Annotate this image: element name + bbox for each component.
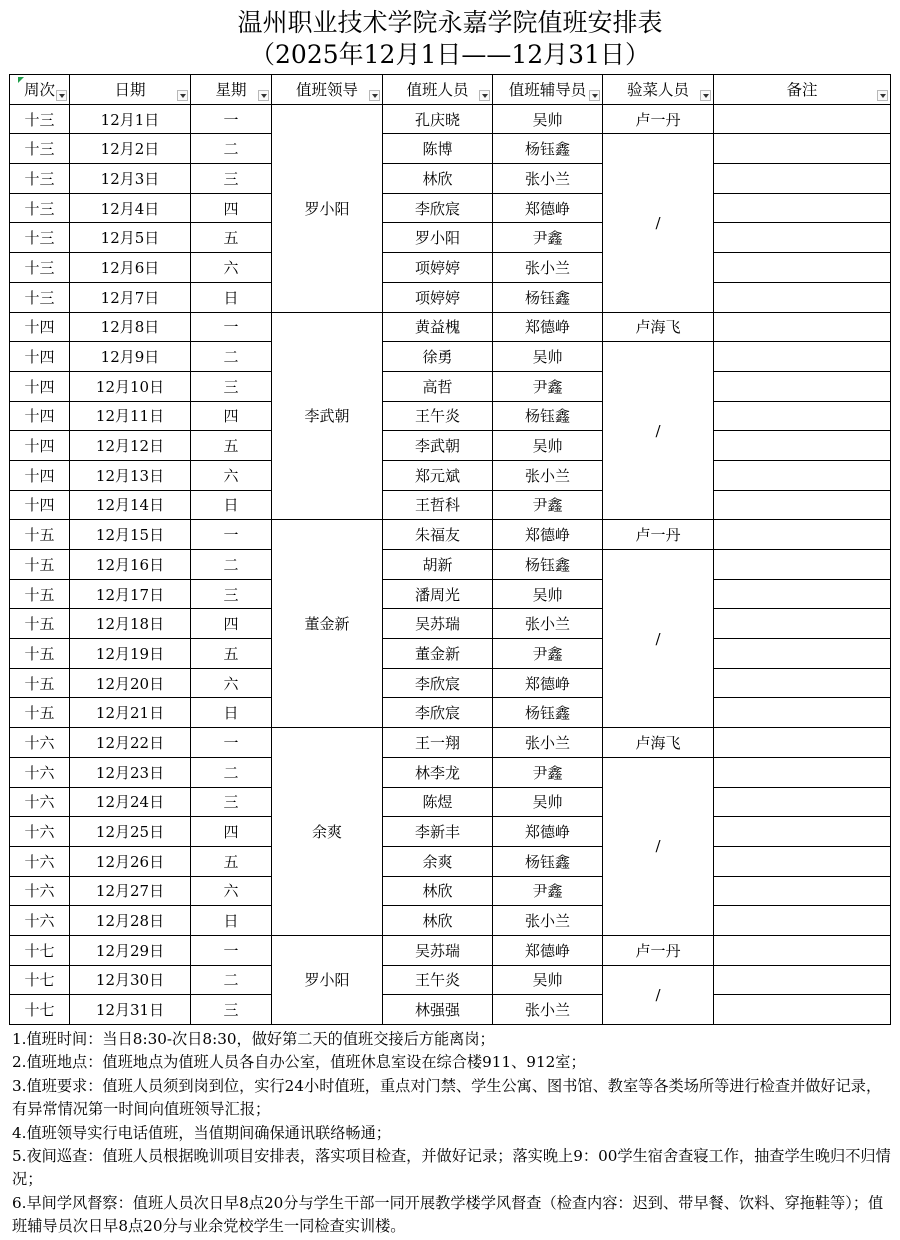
counselor-cell: 杨钰鑫 — [493, 550, 603, 580]
week-cell: 十三 — [10, 282, 70, 312]
staff-cell: 徐勇 — [383, 342, 493, 372]
week-cell: 十六 — [10, 906, 70, 936]
week-cell: 十七 — [10, 935, 70, 965]
date-cell: 12月28日 — [70, 906, 191, 936]
staff-cell: 林李龙 — [383, 757, 493, 787]
header-inspector: 验菜人员 — [603, 75, 714, 105]
inspector-merged-cell: / — [603, 342, 714, 520]
remarks-cell — [714, 282, 891, 312]
table-row — [10, 134, 891, 164]
counselor-cell: 杨钰鑫 — [493, 282, 603, 312]
week-cell: 十六 — [10, 728, 70, 758]
date-cell: 12月26日 — [70, 846, 191, 876]
table-row — [10, 193, 891, 223]
date-cell: 12月6日 — [70, 253, 191, 283]
page-title: 温州职业技术学院永嘉学院值班安排表 — [237, 8, 663, 37]
staff-cell: 陈博 — [383, 134, 493, 164]
weekday-cell: 二 — [191, 965, 272, 995]
week-cell: 十六 — [10, 846, 70, 876]
remarks-cell — [714, 935, 891, 965]
weekday-cell: 三 — [191, 371, 272, 401]
weekday-cell: 二 — [191, 757, 272, 787]
weekday-cell: 日 — [191, 906, 272, 936]
counselor-cell: 张小兰 — [493, 253, 603, 283]
date-cell: 12月29日 — [70, 935, 191, 965]
remarks-cell — [714, 460, 891, 490]
date-cell: 12月12日 — [70, 431, 191, 461]
date-cell: 12月22日 — [70, 728, 191, 758]
schedule-table — [9, 74, 891, 1025]
filter-dropdown-icon[interactable] — [56, 90, 67, 101]
staff-cell: 王午炎 — [383, 401, 493, 431]
table-row — [10, 728, 891, 758]
staff-cell: 李欣宸 — [383, 193, 493, 223]
date-cell: 12月21日 — [70, 698, 191, 728]
filter-dropdown-icon[interactable] — [589, 90, 600, 101]
table-row — [10, 757, 891, 787]
date-cell: 12月18日 — [70, 609, 191, 639]
remarks-cell — [714, 134, 891, 164]
counselor-cell: 尹鑫 — [493, 876, 603, 906]
staff-cell: 林强强 — [383, 995, 493, 1025]
staff-cell: 项婷婷 — [383, 282, 493, 312]
staff-cell: 林欣 — [383, 876, 493, 906]
leader-cell: 李武朝 — [272, 312, 383, 520]
staff-cell: 吴苏瑞 — [383, 609, 493, 639]
staff-cell: 李武朝 — [383, 431, 493, 461]
weekday-cell: 二 — [191, 342, 272, 372]
table-row — [10, 609, 891, 639]
remarks-cell — [714, 609, 891, 639]
staff-cell: 高哲 — [383, 371, 493, 401]
week-cell: 十五 — [10, 520, 70, 550]
page-subtitle: （2025年12月1日——12月31日） — [250, 40, 650, 69]
remarks-cell — [714, 520, 891, 550]
week-cell: 十四 — [10, 371, 70, 401]
table-row — [10, 164, 891, 194]
date-cell: 12月19日 — [70, 639, 191, 669]
date-cell: 12月7日 — [70, 282, 191, 312]
week-cell: 十四 — [10, 401, 70, 431]
filter-dropdown-icon[interactable] — [479, 90, 490, 101]
date-cell: 12月1日 — [70, 104, 191, 134]
weekday-cell: 日 — [191, 698, 272, 728]
date-cell: 12月9日 — [70, 342, 191, 372]
counselor-cell: 杨钰鑫 — [493, 698, 603, 728]
counselor-cell: 郑德峥 — [493, 193, 603, 223]
counselor-cell: 张小兰 — [493, 995, 603, 1025]
staff-cell: 罗小阳 — [383, 223, 493, 253]
header-remarks: 备注 — [714, 75, 891, 105]
table-row — [10, 550, 891, 580]
remarks-cell — [714, 193, 891, 223]
staff-cell: 潘周光 — [383, 579, 493, 609]
remarks-cell — [714, 550, 891, 580]
week-cell: 十三 — [10, 134, 70, 164]
week-cell: 十三 — [10, 104, 70, 134]
weekday-cell: 日 — [191, 282, 272, 312]
remarks-cell — [714, 401, 891, 431]
date-cell: 12月30日 — [70, 965, 191, 995]
weekday-cell: 四 — [191, 609, 272, 639]
table-row — [10, 876, 891, 906]
remarks-cell — [714, 164, 891, 194]
weekday-cell: 二 — [191, 134, 272, 164]
inspector-cell: 卢海飞 — [603, 312, 714, 342]
table-row — [10, 906, 891, 936]
counselor-cell: 吴帅 — [493, 342, 603, 372]
counselor-cell: 尹鑫 — [493, 371, 603, 401]
counselor-cell: 尹鑫 — [493, 757, 603, 787]
counselor-cell: 郑德峥 — [493, 668, 603, 698]
table-row — [10, 223, 891, 253]
remarks-cell — [714, 312, 891, 342]
table-row — [10, 639, 891, 669]
header-row — [10, 75, 891, 105]
table-row — [10, 787, 891, 817]
counselor-cell: 郑德峥 — [493, 935, 603, 965]
inspector-merged-cell: / — [603, 757, 714, 935]
week-cell: 十六 — [10, 817, 70, 847]
note-item: 3.值班要求：值班人员须到岗到位，实行24小时值班，重点对门禁、学生公寓、图书馆、教室等各类场所等进行检查并做好记录，有异常情况第一时间向值班领导汇报； — [12, 1076, 882, 1119]
date-cell: 12月13日 — [70, 460, 191, 490]
date-cell: 12月14日 — [70, 490, 191, 520]
weekday-cell: 三 — [191, 579, 272, 609]
weekday-cell: 六 — [191, 876, 272, 906]
staff-cell: 王哲科 — [383, 490, 493, 520]
date-cell: 12月10日 — [70, 371, 191, 401]
counselor-cell: 吴帅 — [493, 787, 603, 817]
staff-cell: 董金新 — [383, 639, 493, 669]
remarks-cell — [714, 104, 891, 134]
note-item: 4.值班领导实行电话值班，当值期间确保通讯联络畅通； — [12, 1123, 391, 1142]
cell-comment-marker — [18, 77, 24, 83]
date-cell: 12月17日 — [70, 579, 191, 609]
weekday-cell: 三 — [191, 995, 272, 1025]
week-cell: 十五 — [10, 579, 70, 609]
week-cell: 十四 — [10, 490, 70, 520]
counselor-cell: 郑德峥 — [493, 312, 603, 342]
remarks-cell — [714, 995, 891, 1025]
counselor-cell: 尹鑫 — [493, 223, 603, 253]
weekday-cell: 一 — [191, 728, 272, 758]
remarks-cell — [714, 579, 891, 609]
weekday-cell: 四 — [191, 193, 272, 223]
table-row — [10, 253, 891, 283]
staff-cell: 余爽 — [383, 846, 493, 876]
counselor-cell: 吴帅 — [493, 104, 603, 134]
week-cell: 十三 — [10, 164, 70, 194]
week-cell: 十四 — [10, 312, 70, 342]
filter-dropdown-icon[interactable] — [369, 90, 380, 101]
staff-cell: 朱福友 — [383, 520, 493, 550]
header-week: 周次 — [10, 75, 70, 105]
table-row — [10, 935, 891, 965]
remarks-cell — [714, 639, 891, 669]
counselor-cell: 杨钰鑫 — [493, 401, 603, 431]
table-row — [10, 342, 891, 372]
week-cell: 十六 — [10, 876, 70, 906]
table-row — [10, 104, 891, 134]
table-row — [10, 282, 891, 312]
note-item: 1.值班时间：当日8:30-次日8:30，做好第二天的值班交接后方能离岗； — [12, 1030, 495, 1048]
date-cell: 12月2日 — [70, 134, 191, 164]
table-row — [10, 579, 891, 609]
date-cell: 12月31日 — [70, 995, 191, 1025]
table-row — [10, 431, 891, 461]
remarks-cell — [714, 371, 891, 401]
table-row — [10, 698, 891, 728]
date-cell: 12月5日 — [70, 223, 191, 253]
week-cell: 十四 — [10, 460, 70, 490]
counselor-cell: 张小兰 — [493, 906, 603, 936]
table-row — [10, 965, 891, 995]
inspector-cell: 卢海飞 — [603, 728, 714, 758]
counselor-cell: 张小兰 — [493, 164, 603, 194]
weekday-cell: 一 — [191, 935, 272, 965]
note-item: 2.值班地点：值班地点为值班人员各自办公室，值班休息室设在综合楼911、912室； — [12, 1053, 586, 1072]
table-row — [10, 371, 891, 401]
staff-cell: 项婷婷 — [383, 253, 493, 283]
week-cell: 十六 — [10, 757, 70, 787]
leader-cell: 董金新 — [272, 520, 383, 728]
counselor-cell: 杨钰鑫 — [493, 846, 603, 876]
week-cell: 十五 — [10, 698, 70, 728]
date-cell: 12月27日 — [70, 876, 191, 906]
remarks-cell — [714, 431, 891, 461]
staff-cell: 王一翔 — [383, 728, 493, 758]
table-row — [10, 995, 891, 1025]
staff-cell: 王午炎 — [383, 965, 493, 995]
counselor-cell: 郑德峥 — [493, 520, 603, 550]
filter-dropdown-icon[interactable] — [877, 90, 888, 101]
week-cell: 十五 — [10, 609, 70, 639]
table-row — [10, 312, 891, 342]
date-cell: 12月15日 — [70, 520, 191, 550]
weekday-cell: 五 — [191, 431, 272, 461]
remarks-cell — [714, 342, 891, 372]
week-cell: 十三 — [10, 223, 70, 253]
table-row — [10, 401, 891, 431]
weekday-cell: 五 — [191, 639, 272, 669]
leader-cell: 罗小阳 — [272, 104, 383, 312]
remarks-cell — [714, 817, 891, 847]
remarks-cell — [714, 846, 891, 876]
inspector-cell: 卢一丹 — [603, 104, 714, 134]
weekday-cell: 日 — [191, 490, 272, 520]
header-leader: 值班领导 — [272, 75, 383, 105]
inspector-cell: 卢一丹 — [603, 520, 714, 550]
inspector-merged-cell: / — [603, 965, 714, 1024]
staff-cell: 李欣宸 — [383, 698, 493, 728]
staff-cell: 郑元斌 — [383, 460, 493, 490]
remarks-cell — [714, 668, 891, 698]
inspector-merged-cell: / — [603, 550, 714, 728]
counselor-cell: 尹鑫 — [493, 639, 603, 669]
counselor-cell: 张小兰 — [493, 609, 603, 639]
weekday-cell: 三 — [191, 164, 272, 194]
remarks-cell — [714, 253, 891, 283]
staff-cell: 陈煜 — [383, 787, 493, 817]
inspector-merged-cell: / — [603, 134, 714, 312]
leader-cell: 罗小阳 — [272, 935, 383, 1024]
note-item: 6.早间学风督察：值班人员次日早8点20分与学生干部一同开展教学楼学风督查（检查内容：迟到、带早餐、饮料、穿拖鞋等）；值班辅导员次日早8点20分与业余党校学生一同检查实训楼。 — [12, 1193, 884, 1236]
leader-cell: 余爽 — [272, 728, 383, 936]
week-cell: 十七 — [10, 995, 70, 1025]
weekday-cell: 二 — [191, 550, 272, 580]
inspector-cell: 卢一丹 — [603, 935, 714, 965]
date-cell: 12月24日 — [70, 787, 191, 817]
counselor-cell: 郑德峥 — [493, 817, 603, 847]
remarks-cell — [714, 965, 891, 995]
table-row — [10, 490, 891, 520]
weekday-cell: 一 — [191, 312, 272, 342]
week-cell: 十五 — [10, 639, 70, 669]
week-cell: 十四 — [10, 342, 70, 372]
remarks-cell — [714, 223, 891, 253]
staff-cell: 胡新 — [383, 550, 493, 580]
date-cell: 12月25日 — [70, 817, 191, 847]
filter-dropdown-icon[interactable] — [258, 90, 269, 101]
weekday-cell: 四 — [191, 817, 272, 847]
staff-cell: 李新丰 — [383, 817, 493, 847]
table-row — [10, 520, 891, 550]
remarks-cell — [714, 876, 891, 906]
staff-cell: 孔庆晓 — [383, 104, 493, 134]
week-cell: 十五 — [10, 550, 70, 580]
counselor-cell: 张小兰 — [493, 460, 603, 490]
weekday-cell: 一 — [191, 520, 272, 550]
staff-cell: 林欣 — [383, 906, 493, 936]
staff-cell: 吴苏瑞 — [383, 935, 493, 965]
remarks-cell — [714, 698, 891, 728]
counselor-cell: 吴帅 — [493, 965, 603, 995]
date-cell: 12月23日 — [70, 757, 191, 787]
remarks-cell — [714, 490, 891, 520]
week-cell: 十五 — [10, 668, 70, 698]
date-cell: 12月3日 — [70, 164, 191, 194]
weekday-cell: 六 — [191, 668, 272, 698]
weekday-cell: 四 — [191, 401, 272, 431]
week-cell: 十三 — [10, 193, 70, 223]
weekday-cell: 五 — [191, 223, 272, 253]
remarks-cell — [714, 728, 891, 758]
date-cell: 12月4日 — [70, 193, 191, 223]
counselor-cell: 尹鑫 — [493, 490, 603, 520]
counselor-cell: 吴帅 — [493, 431, 603, 461]
filter-dropdown-icon[interactable] — [700, 90, 711, 101]
counselor-cell: 杨钰鑫 — [493, 134, 603, 164]
header-counselor: 值班辅导员 — [493, 75, 603, 105]
header-staff: 值班人员 — [383, 75, 493, 105]
table-row — [10, 846, 891, 876]
weekday-cell: 六 — [191, 460, 272, 490]
header-date: 日期 — [70, 75, 191, 105]
date-cell: 12月11日 — [70, 401, 191, 431]
header-weekday: 星期 — [191, 75, 272, 105]
notes-section — [12, 1028, 892, 1239]
date-cell: 12月16日 — [70, 550, 191, 580]
staff-cell: 林欣 — [383, 164, 493, 194]
remarks-cell — [714, 787, 891, 817]
staff-cell: 黄益槐 — [383, 312, 493, 342]
weekday-cell: 五 — [191, 846, 272, 876]
date-cell: 12月20日 — [70, 668, 191, 698]
week-cell: 十三 — [10, 253, 70, 283]
counselor-cell: 吴帅 — [493, 579, 603, 609]
date-cell: 12月8日 — [70, 312, 191, 342]
weekday-cell: 三 — [191, 787, 272, 817]
filter-dropdown-icon[interactable] — [177, 90, 188, 101]
week-cell: 十四 — [10, 431, 70, 461]
weekday-cell: 六 — [191, 253, 272, 283]
note-item: 5.夜间巡查：值班人员根据晚训项目安排表，落实项目检查，并做好记录；落实晚上9：00学生宿舍查寝工作，抽查学生晚归不归情况； — [12, 1147, 891, 1189]
table-row — [10, 460, 891, 490]
table-row — [10, 817, 891, 847]
weekday-cell: 一 — [191, 104, 272, 134]
remarks-cell — [714, 906, 891, 936]
week-cell: 十六 — [10, 787, 70, 817]
table-row — [10, 668, 891, 698]
staff-cell: 李欣宸 — [383, 668, 493, 698]
counselor-cell: 张小兰 — [493, 728, 603, 758]
week-cell: 十七 — [10, 965, 70, 995]
remarks-cell — [714, 757, 891, 787]
